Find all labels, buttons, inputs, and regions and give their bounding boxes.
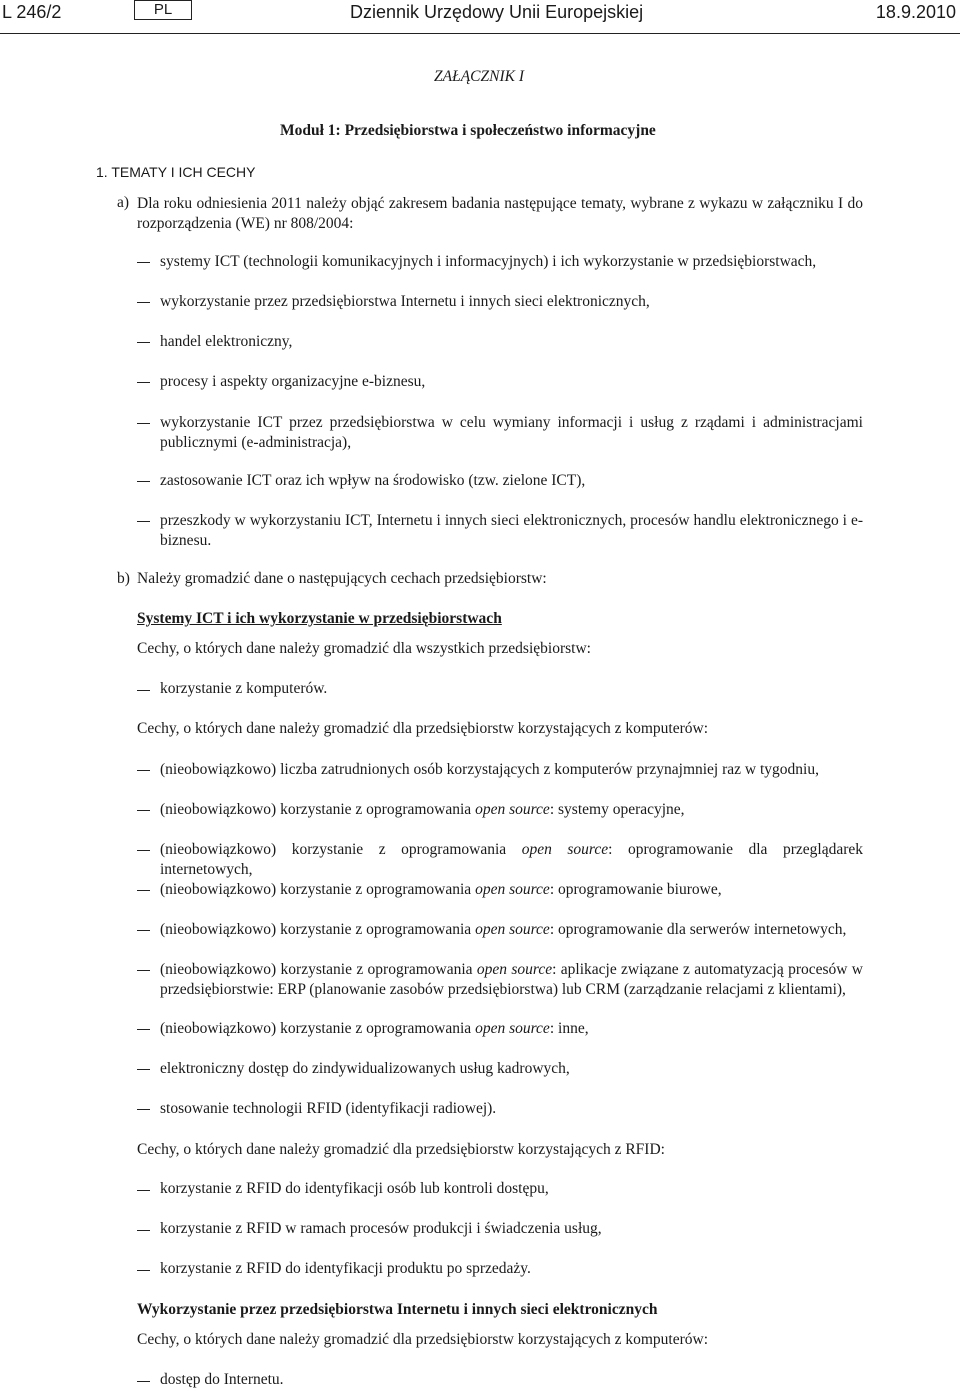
item-text: (nieobowiązkowo) liczba zatrudnionych osób korzystających z komputerów przynajmniej raz w tygodniu,	[160, 761, 819, 778]
list-item: handel elektroniczny,	[160, 333, 293, 350]
item-text: (nieobowiązkowo) korzystanie z oprogramowania	[160, 841, 522, 858]
list-dash	[137, 770, 150, 771]
list-item	[160, 920, 863, 940]
item-text: (nieobowiązkowo) korzystanie z oprogramowania	[160, 881, 476, 898]
list-item	[160, 880, 863, 900]
list-item	[160, 1019, 863, 1039]
list-dash	[137, 1109, 150, 1110]
list-dash	[137, 1381, 150, 1382]
item-text: : oprogramowanie dla przeglądarek internetowych,	[160, 841, 863, 878]
item-term: open source	[476, 961, 553, 978]
item-text: (nieobowiązkowo) korzystanie z oprogramowania	[160, 921, 476, 938]
item-term: open source	[475, 881, 550, 898]
list-dash	[137, 481, 150, 482]
item-text: : inne,	[549, 1020, 589, 1037]
intro-paragraph: Cechy, o których dane należy gromadzić dla przedsiębiorstw korzystających z komputerów:	[137, 1331, 708, 1348]
list-item: korzystanie z RFID do identyfikacji osób lub kontroli dostępu,	[160, 1180, 549, 1197]
list-item	[160, 800, 863, 820]
item-term: open source	[521, 841, 609, 858]
list-item	[160, 1059, 863, 1079]
language-badge: PL	[134, 0, 192, 20]
item-text: (nieobowiązkowo) korzystanie z oprogramowania	[160, 801, 476, 818]
item-term: open source	[475, 1020, 550, 1037]
item-text: stosowanie technologii RFID (identyfikacji radiowej).	[160, 1100, 497, 1117]
list-dash	[137, 342, 150, 343]
list-item: wykorzystanie przez przedsiębiorstwa Internetu i innych sieci elektronicznych,	[160, 293, 650, 310]
list-dash	[137, 1029, 150, 1030]
item-text: elektroniczny dostęp do zindywidualizowanych usług kadrowych,	[160, 1060, 570, 1077]
item-text: : oprogramowanie biurowe,	[549, 881, 722, 898]
subsection-title: Wykorzystanie przez przedsiębiorstwa Internetu i innych sieci elektronicznych	[137, 1301, 658, 1318]
point-b-marker: b)	[117, 570, 130, 587]
list-dash	[137, 1069, 150, 1070]
intro-paragraph: Cechy, o których dane należy gromadzić dla przedsiębiorstw korzystających z komputerów:	[137, 720, 708, 737]
list-item: systemy ICT (technologii komunikacyjnych i informacyjnych) i ich wykorzystanie w przedsiębiorstwach,	[160, 253, 817, 270]
section-title: 1. TEMATY I ICH CECHY	[96, 164, 256, 180]
list-dash	[137, 1230, 150, 1231]
annex-title: ZAŁĄCZNIK I	[434, 68, 525, 85]
item-term: open source	[475, 921, 550, 938]
list-item: korzystanie z komputerów.	[160, 680, 328, 697]
list-item: korzystanie z RFID do identyfikacji produktu po sprzedaży.	[160, 1260, 531, 1277]
list-item: zastosowanie ICT oraz ich wpływ na środowisko (tzw. zielone ICT),	[160, 472, 586, 489]
list-dash	[137, 1190, 150, 1191]
list-item: dostęp do Internetu.	[160, 1371, 284, 1388]
list-dash	[137, 262, 150, 263]
list-item	[160, 840, 863, 880]
item-text: : systemy operacyjne,	[549, 801, 685, 818]
list-dash	[137, 302, 150, 303]
page-reference: L 246/2	[2, 2, 62, 22]
journal-title: Dziennik Urzędowy Unii Europejskiej	[350, 2, 644, 22]
publication-date: 18.9.2010	[875, 2, 956, 22]
list-dash	[137, 690, 150, 691]
module-title: Moduł 1: Przedsiębiorstwa i społeczeństwo informacyjne	[280, 122, 656, 139]
header-rule	[0, 33, 960, 34]
point-a-text: Dla roku odniesienia 2011 należy objąć zakresem badania następujące tematy, wybrane z wykazu w załączniku I do rozporządzenia (WE) nr 808/2004:	[137, 195, 863, 232]
list-dash	[137, 970, 150, 971]
item-text: : aplikacje związane z automatyzacją procesów w przedsiębiorstwie: ERP (planowanie zasobów przedsiębiorstwa) lub CRM (zarządzanie relacjami z klientami),	[160, 961, 863, 998]
list-dash	[137, 850, 150, 851]
list-dash	[137, 890, 150, 891]
point-b-text: Należy gromadzić dane o następujących cechach przedsiębiorstw:	[137, 570, 547, 587]
list-dash	[137, 423, 150, 424]
list-dash	[137, 810, 150, 811]
list-item	[160, 1099, 863, 1119]
list-item: procesy i aspekty organizacyjne e-biznesu,	[160, 373, 426, 390]
item-text: : oprogramowanie dla serwerów internetowych,	[549, 921, 847, 938]
list-item: przeszkody w wykorzystaniu ICT, Internetu i innych sieci elektronicznych, procesów handlu elektronicznego i e-biznesu.	[160, 512, 863, 549]
list-dash	[137, 382, 150, 383]
point-a-marker: a)	[117, 194, 130, 211]
intro-paragraph: Cechy, o których dane należy gromadzić dla przedsiębiorstw korzystających z RFID:	[137, 1141, 665, 1158]
list-dash	[137, 521, 150, 522]
list-dash	[137, 930, 150, 931]
item-text: (nieobowiązkowo) korzystanie z oprogramowania	[160, 961, 477, 978]
list-item	[160, 760, 863, 780]
page-header	[0, 0, 960, 34]
intro-paragraph: Cechy, o których dane należy gromadzić dla wszystkich przedsiębiorstw:	[137, 640, 591, 657]
list-item: korzystanie z RFID w ramach procesów produkcji i świadczenia usług,	[160, 1220, 602, 1237]
list-item: wykorzystanie ICT przez przedsiębiorstwa w celu wymiany informacji i usług z rządami i administracjami publicznymi (e-administracja),	[160, 414, 863, 451]
item-text: (nieobowiązkowo) korzystanie z oprogramowania	[160, 1020, 476, 1037]
list-dash	[137, 1270, 150, 1271]
list-item	[160, 960, 863, 1000]
subsection-title: Systemy ICT i ich wykorzystanie w przedsiębiorstwach	[137, 610, 502, 627]
item-term: open source	[475, 801, 550, 818]
